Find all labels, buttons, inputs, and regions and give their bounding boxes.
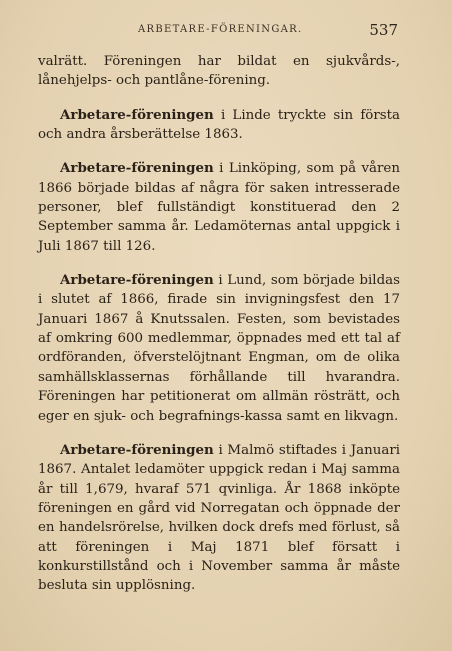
paragraph-text: i Linde tryckte sin första och andra årsberättelse 1863. <box>38 107 400 143</box>
paragraph-lund <box>38 271 400 426</box>
paragraph-text: i Linköping, som på våren 1866 började bildas af några för saken intresserade personer, blef fullständigt konstituerad den 2 September samma år. Ledamöternas antal uppgick i Juli 1867 till 126. <box>38 161 400 254</box>
paragraph-lead: Arbetare-föreningen <box>60 106 214 123</box>
running-head <box>0 22 452 42</box>
body-text <box>38 52 400 596</box>
paragraph-lead: Arbetare-föreningen <box>60 272 214 289</box>
paragraph-text: i Lund, som började bildas i slutet af 1866, firade sin invigningsfest den 17 Januari 1867 å Knutssalen. Festen, som bevistades af omkring 600 medlemmar, öppnades med ett tal af ordföranden, öfverstelöjtnant Engman, om de olika samhällsklassernas förhållande till hvarandra. Föreningen har petitionerat om allmän rösträtt, och eger en sjuk- och begrafnings-kassa samt en likvagn. <box>38 273 400 424</box>
running-title: ARBETARE-FÖRENINGAR. <box>138 24 303 35</box>
page-number: 537 <box>369 21 398 39</box>
paragraph-text: i Malmö stiftades i Januari 1867. Antalet ledamöter uppgick redan i Maj samma år till 1,679, hvaraf 571 qvinliga. År 1868 inköpte föreningen en gård vid Norregatan och öppnade der en handelsrörelse, hvilken dock drefs med förlust, så att föreningen i Maj 1871 blef försatt i konkurstillstånd och i November samma år måste besluta sin upplösning. <box>38 442 400 594</box>
paragraph-continuation <box>38 52 400 91</box>
paragraph-text: valrätt. Föreningen har bildat en sjukvårds-, lånehjelps- och pantlåne-förening. <box>38 54 400 89</box>
paragraph-lead: Arbetare-föreningen <box>60 160 214 177</box>
paragraph-linde <box>38 106 400 145</box>
paragraph-linkoping <box>38 159 400 256</box>
paragraph-lead: Arbetare-föreningen <box>60 441 214 458</box>
paragraph-malmo <box>38 441 400 596</box>
